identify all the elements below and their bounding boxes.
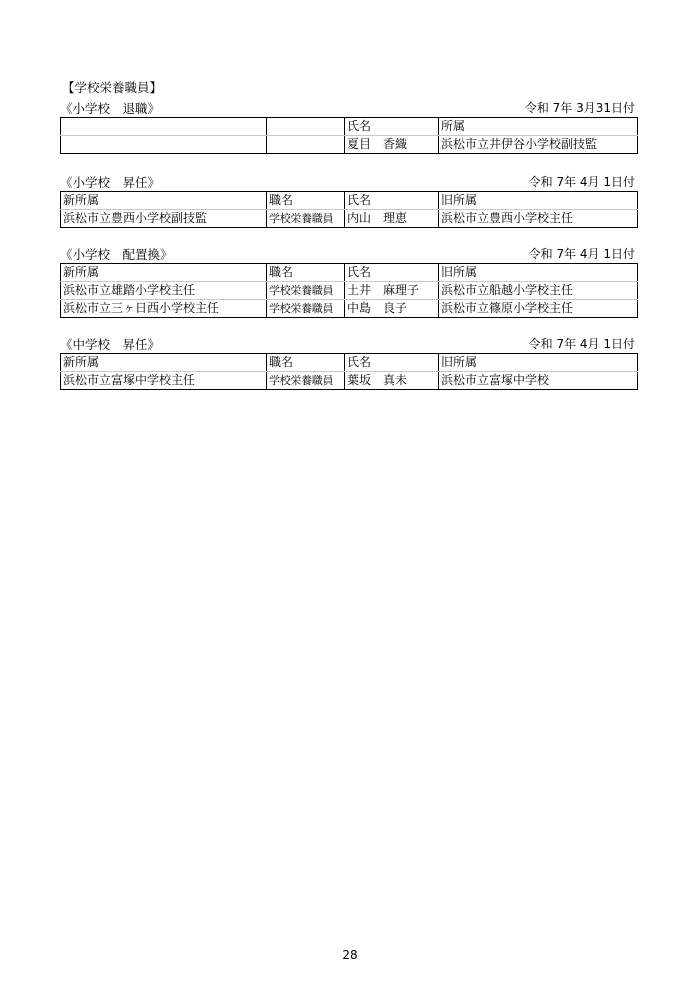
table-row <box>61 372 638 390</box>
section-title: 《中学校 昇任》 <box>60 337 161 352</box>
header-cell: 旧所属 <box>439 264 638 282</box>
header-cell: 職名 <box>267 192 345 210</box>
position-cell <box>267 136 345 154</box>
affiliation-cell: 浜松市立井伊谷小学校副技監 <box>439 136 638 154</box>
new-affiliation-cell: 浜松市立富塚中学校主任 <box>61 372 267 390</box>
name-cell: 中島 良子 <box>345 300 439 318</box>
personnel-table <box>60 117 638 154</box>
section-promotion-elementary <box>60 174 637 228</box>
header-cell: 新所属 <box>61 264 267 282</box>
header-cell: 新所属 <box>61 192 267 210</box>
table-row <box>61 282 638 300</box>
header-cell: 職名 <box>267 354 345 372</box>
position-cell: 学校栄養職員 <box>267 300 345 318</box>
section-date: 令和 7年 4月 1日付 <box>528 175 635 189</box>
personnel-table <box>60 353 638 390</box>
old-affiliation-cell: 浜松市立富塚中学校 <box>439 372 638 390</box>
name-cell: 夏目 香織 <box>345 136 439 154</box>
section-title: 《小学校 昇任》 <box>60 175 161 190</box>
new-affiliation-cell <box>61 136 267 154</box>
header-cell: 氏名 <box>345 264 439 282</box>
section-title: 《小学校 配置換》 <box>60 247 173 262</box>
table-header-row <box>61 118 638 136</box>
old-affiliation-cell: 浜松市立船越小学校主任 <box>439 282 638 300</box>
header-cell: 氏名 <box>345 354 439 372</box>
page-heading: 【学校栄養職員】 <box>62 80 163 95</box>
old-affiliation-cell: 浜松市立篠原小学校主任 <box>439 300 638 318</box>
header-cell: 旧所属 <box>439 192 638 210</box>
new-affiliation-cell: 浜松市立三ヶ日西小学校主任 <box>61 300 267 318</box>
old-affiliation-cell: 浜松市立豊西小学校主任 <box>439 210 638 228</box>
table-row <box>61 136 638 154</box>
section-promotion-junior-high <box>60 336 637 390</box>
table-row <box>61 210 638 228</box>
table-header-row <box>61 354 638 372</box>
position-cell: 学校栄養職員 <box>267 282 345 300</box>
header-cell: 新所属 <box>61 354 267 372</box>
page-number: 28 <box>342 948 358 962</box>
new-affiliation-cell: 浜松市立豊西小学校副技監 <box>61 210 267 228</box>
position-cell: 学校栄養職員 <box>267 372 345 390</box>
section-date: 令和 7年 4月 1日付 <box>528 247 635 261</box>
header-cell: 氏名 <box>345 192 439 210</box>
header-cell: 職名 <box>267 264 345 282</box>
header-cell: 氏名 <box>345 118 439 136</box>
position-cell: 学校栄養職員 <box>267 210 345 228</box>
name-cell: 葉坂 真未 <box>345 372 439 390</box>
name-cell: 土井 麻理子 <box>345 282 439 300</box>
header-cell: 旧所属 <box>439 354 638 372</box>
table-row <box>61 300 638 318</box>
section-title: 《小学校 退職》 <box>60 101 161 116</box>
section-date: 令和 7年 4月 1日付 <box>528 337 635 351</box>
table-header-row <box>61 192 638 210</box>
header-cell <box>61 118 267 136</box>
header-cell: 所属 <box>439 118 638 136</box>
new-affiliation-cell: 浜松市立雄踏小学校主任 <box>61 282 267 300</box>
personnel-table <box>60 191 638 228</box>
section-date: 令和 7年 3月31日付 <box>524 101 635 115</box>
section-retirement-elementary <box>60 100 637 154</box>
name-cell: 内山 理恵 <box>345 210 439 228</box>
personnel-table <box>60 263 638 318</box>
header-cell <box>267 118 345 136</box>
section-transfer-elementary <box>60 246 637 318</box>
table-header-row <box>61 264 638 282</box>
